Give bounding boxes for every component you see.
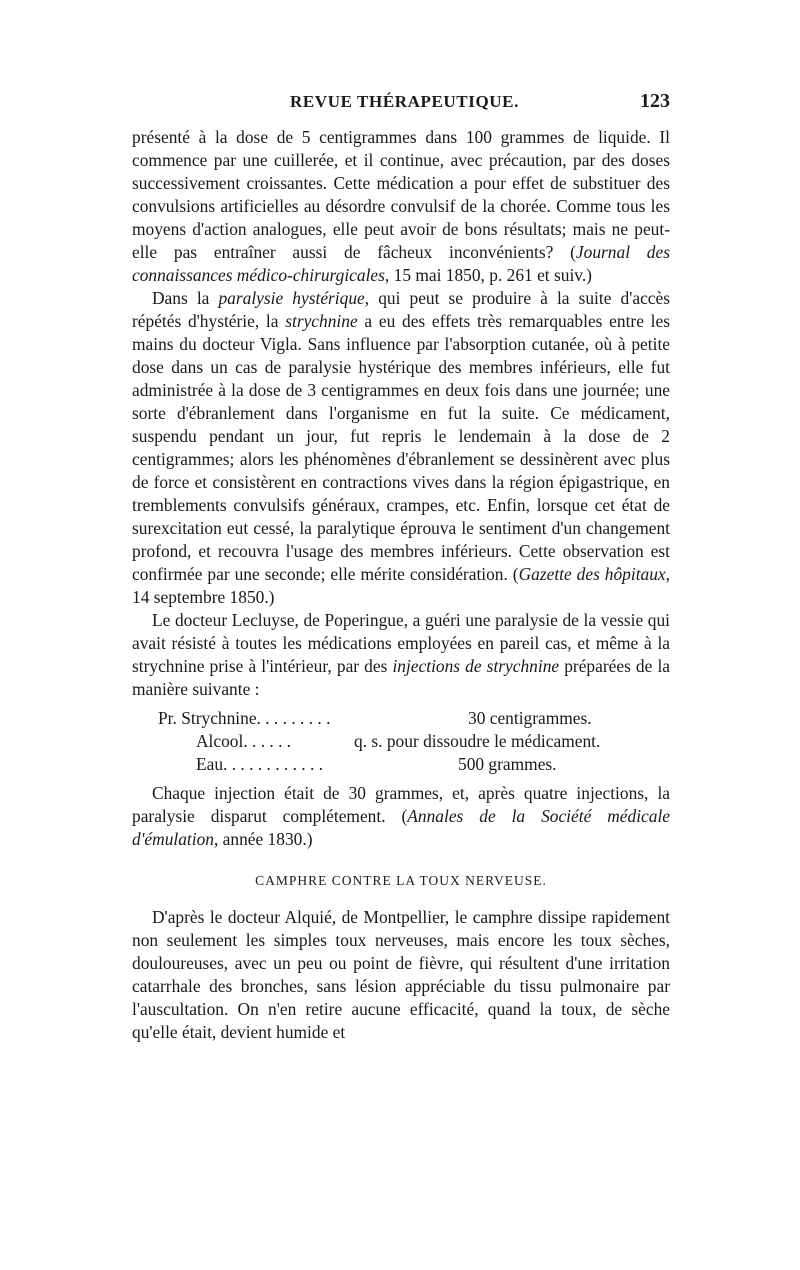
paragraph-4 — [132, 782, 670, 851]
recipe — [132, 707, 670, 776]
section-heading: CAMPHRE CONTRE LA TOUX NERVEUSE. — [255, 873, 547, 888]
recipe-item: Alcool. . . . . . — [196, 731, 292, 751]
recipe-line — [132, 753, 670, 776]
p3-text-a: Le docteur Lecluyse, de Poperingue, a guéri une paralysie de la vessie qui avait résisté à toutes les médications employées en pareil cas, et même à la strychnine prise à l'intérieur, par des — [132, 610, 670, 676]
recipe-quantity: q. s. pour dissoudre le médicament. — [354, 731, 601, 751]
recipe-line — [132, 707, 670, 730]
p1-citation: Journal des connaissances médico-chirurgicales — [132, 242, 670, 285]
p1-text-a: présenté à la dose de 5 centigrammes dans 100 grammes de liquide. Il commence par une cuillerée, et il continue, avec précaution, par des doses successivement croissantes. Cette médication a pour effet de substituer des convulsions artificielles au désordre convulsif de la chorée. Comme tous les moyens d'action analogues, elle peut avoir de bons résultats; mais ne peut-elle pas entraîner aussi de fâcheux inconvénients? ( — [132, 127, 670, 262]
p2-text-d: , 14 septembre 1850.) — [132, 564, 670, 607]
paragraph-3 — [132, 609, 670, 701]
paragraph-2 — [132, 287, 670, 609]
body-text — [132, 126, 670, 1044]
p3-text-b: préparées de la manière suivante : — [132, 656, 670, 699]
running-head: REVUE THÉRAPEUTIQUE. — [290, 92, 519, 111]
page-number: 123 — [640, 90, 670, 112]
p2-citation: Gazette des hôpitaux — [518, 564, 666, 584]
p2-emphasis-1: paralysie hystérique — [218, 288, 365, 308]
page-header — [132, 92, 670, 118]
paragraph-1 — [132, 126, 670, 287]
recipe-quantity: 30 centigrammes. — [468, 708, 592, 728]
p2-emphasis-2: strychnine — [285, 311, 358, 331]
recipe-quantity: 500 grammes. — [458, 754, 557, 774]
recipe-item: Eau. . . . . . . . . . . . — [196, 754, 324, 774]
p3-emphasis: injections de strychnine — [392, 656, 560, 676]
recipe-line — [132, 730, 670, 753]
p2-text-c: a eu des effets très remarquables entre les mains du docteur Vigla. Sans influence par l'absorption cutanée, où à petite dose dans un cas de paralysie hystérique des membres inférieurs, elle fut administrée à la dose de 3 centigrammes en deux fois dans une journée; une sorte d'ébranlement dans l'organisme en fut la suite. Ce médicament, suspendu pendant un jour, fut repris le lendemain à la dose de 2 centigrammes; alors les phénomènes d'ébranlement se dessinèrent avec plus de force et consistèrent en contractions vives dans la région épigastrique, en tremblements convulsifs généraux, crampes, etc. Enfin, lorsque cet état de surexcitation eut cessé, la paralytique éprouva le sentiment d'un changement profond, et recouvra l'usage des membres inférieurs. Cette observation est confirmée par une seconde; elle mérite considération. ( — [132, 311, 670, 584]
p2-text-b: , qui peut se produire à la suite d'accès répétés d'hystérie, la — [132, 288, 670, 331]
p1-text-b: , 15 mai 1850, p. 261 et suiv.) — [384, 265, 592, 285]
p4-text-a: Chaque injection était de 30 grammes, et, après quatre injections, la paralysie disparut complétement. ( — [132, 783, 670, 826]
recipe-item: Pr. Strychnine. . . . . . . . . — [158, 708, 331, 728]
p4-citation: Annales de la Société médicale d'émulation — [132, 806, 670, 849]
paragraph-5: D'après le docteur Alquié, de Montpellier, le camphre dissipe rapidement non seulement les simples toux nerveuses, mais encore les toux sèches, douloureuses, avec un peu ou point de fièvre, qui résultent d'une irritation catarrhale des bronches, sans lésion appréciable du tissu pulmonaire par l'auscultation. On n'en retire aucune efficacité, quand la toux, de sèche qu'elle était, devient humide et — [132, 907, 670, 1042]
p2-text-a: Dans la — [152, 288, 219, 308]
p4-text-b: , année 1830.) — [213, 829, 313, 849]
